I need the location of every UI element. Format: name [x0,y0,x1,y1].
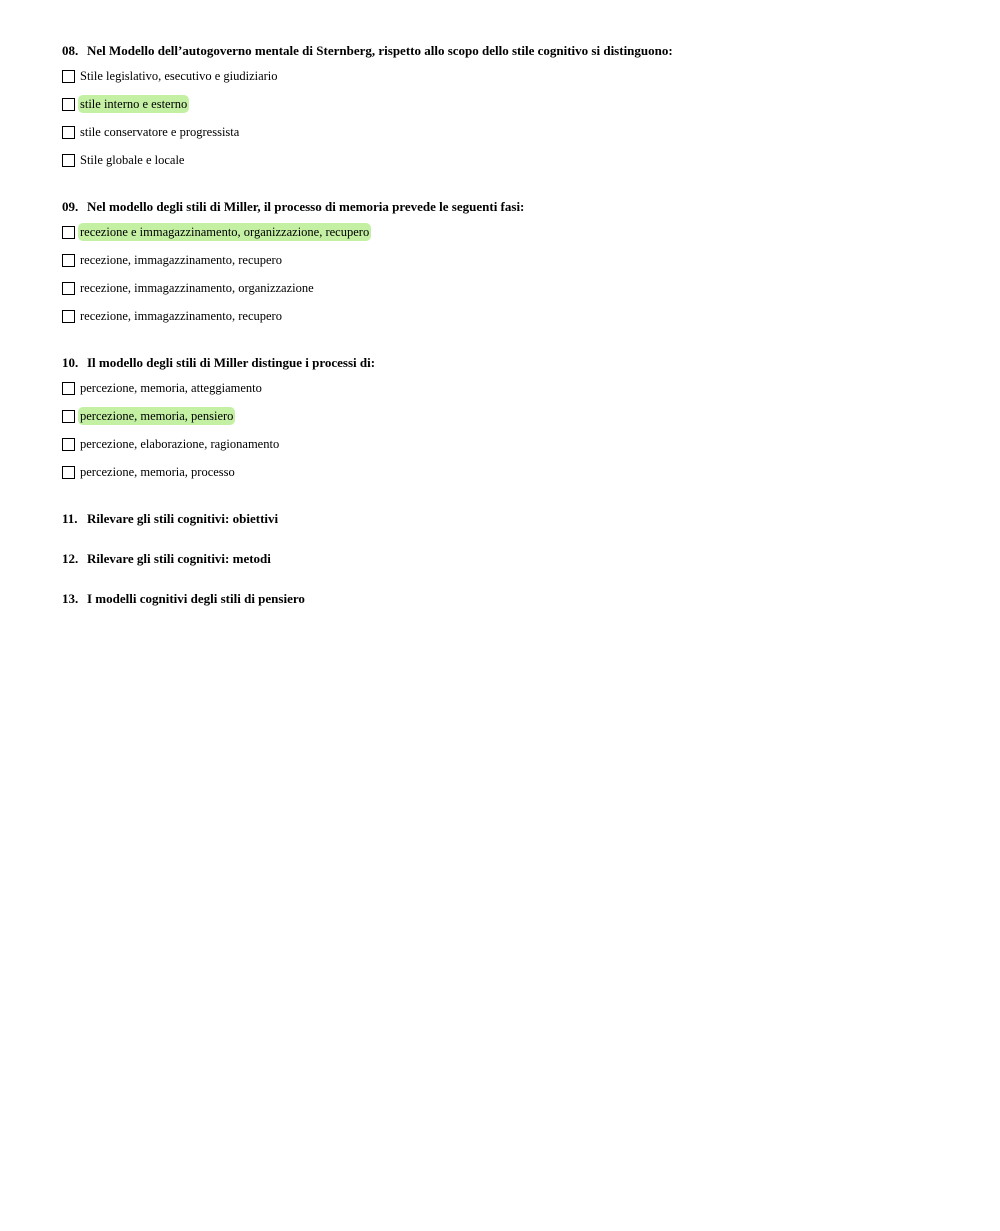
question-text: Il modello degli stili di Miller distingue i processi di: [87,355,376,370]
answer-text: recezione, immagazzinamento, organizzazione [80,281,314,295]
answer-option [62,374,962,402]
question-title [62,352,962,374]
answer-option [62,458,962,486]
question-title [62,40,962,62]
answer-text: percezione, elaborazione, ragionamento [80,437,280,451]
answer-option [62,90,962,118]
question-text: Rilevare gli stili cognitivi: obiettivi [87,511,279,526]
answer-option [62,118,962,146]
answer-checkbox[interactable] [62,70,75,83]
answer-text: stile conservatore e progressista [80,125,240,139]
open-question-13 [62,588,962,610]
answer-text: percezione, memoria, processo [80,465,235,479]
question-text: Nel modello degli stili di Miller, il processo di memoria prevede le seguenti fasi: [87,199,525,214]
question-number: 08. [62,43,79,58]
question-number: 12. [62,551,79,566]
answer-option [62,62,962,90]
answer-checkbox[interactable] [62,466,75,479]
question-number: 10. [62,355,79,370]
question-10 [62,352,962,486]
answer-checkbox[interactable] [62,382,75,395]
question-number: 11. [62,511,78,526]
answer-text: percezione, memoria, atteggiamento [80,381,262,395]
answer-checkbox[interactable] [62,310,75,323]
answer-text: recezione, immagazzinamento, recupero [80,253,282,267]
answer-option [62,302,962,330]
answer-checkbox[interactable] [62,282,75,295]
answer-checkbox[interactable] [62,126,75,139]
answer-option [62,246,962,274]
question-text: I modelli cognitivi degli stili di pensiero [87,591,305,606]
answer-text-correct: percezione, memoria, pensiero [80,409,234,423]
answer-option [62,430,962,458]
quiz-page [62,40,962,610]
answer-checkbox[interactable] [62,254,75,267]
question-number: 13. [62,591,79,606]
answer-checkbox[interactable] [62,410,75,423]
answer-text: recezione, immagazzinamento, recupero [80,309,282,323]
question-text: Nel Modello dell’autogoverno mentale di Sternberg, rispetto allo scopo dello stile cognitivo si distinguono: [87,43,673,58]
open-question-12 [62,548,962,570]
question-title [62,196,962,218]
answer-text: Stile globale e locale [80,153,185,167]
question-text: Rilevare gli stili cognitivi: metodi [87,551,271,566]
question-08 [62,40,962,174]
answer-text: Stile legislativo, esecutivo e giudiziario [80,69,278,83]
question-09 [62,196,962,330]
answer-checkbox[interactable] [62,154,75,167]
answer-text-correct: stile interno e esterno [80,97,188,111]
answer-option [62,402,962,430]
answer-checkbox[interactable] [62,438,75,451]
answer-checkbox[interactable] [62,98,75,111]
answer-option [62,218,962,246]
answer-option [62,146,962,174]
open-question-11 [62,508,962,530]
answer-checkbox[interactable] [62,226,75,239]
answer-option [62,274,962,302]
answer-text-correct: recezione e immagazzinamento, organizzazione, recupero [80,225,370,239]
question-number: 09. [62,199,79,214]
